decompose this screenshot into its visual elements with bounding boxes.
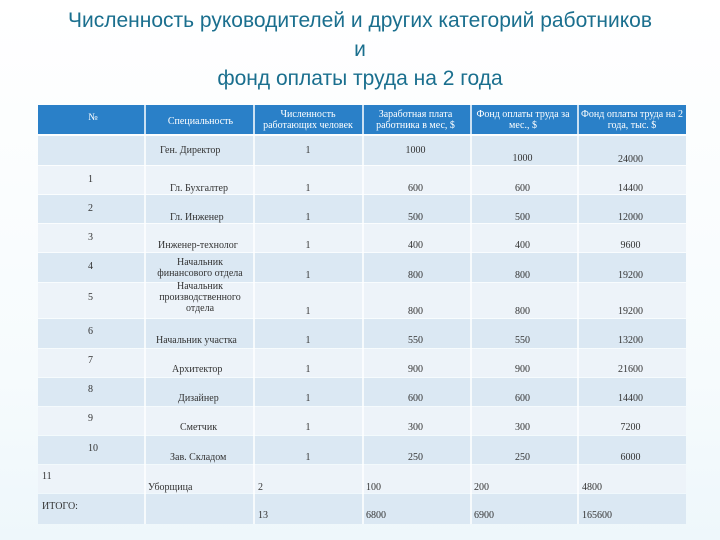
fund-month-cell: 800	[515, 306, 530, 317]
count-cell: 1	[305, 335, 311, 346]
specialty-cell: Начальник производственного отдела	[159, 281, 241, 314]
table-row-band	[38, 349, 686, 377]
fund-2y-cell: 4800	[582, 482, 602, 493]
count-cell: 2	[258, 482, 263, 493]
salary-cell: 600	[408, 183, 423, 194]
staff-table	[38, 105, 686, 540]
fund-2y-cell: 7200	[620, 422, 641, 433]
table-row-band	[38, 224, 686, 252]
table-row-band	[38, 407, 686, 435]
header-num: №	[88, 112, 98, 123]
salary-cell: 600	[408, 393, 423, 404]
fund-month-cell: 900	[515, 364, 530, 375]
fund-2y-cell: 14400	[618, 393, 643, 404]
row-number: 6	[88, 326, 93, 337]
header-fund-month: Фонд оплаты труда за мес., $	[476, 109, 570, 131]
table-row-band	[38, 283, 686, 318]
table-row-band	[38, 136, 686, 165]
count-cell: 1	[305, 145, 311, 156]
table-grid	[38, 105, 686, 540]
table-row-band	[38, 319, 686, 348]
salary-cell: 100	[366, 482, 381, 493]
salary-cell: 550	[408, 335, 423, 346]
salary-cell: 250	[408, 452, 423, 463]
row-number: 3	[88, 232, 93, 243]
fund-month-cell: 200	[474, 482, 489, 493]
fund-2y-cell: 13200	[618, 335, 643, 346]
row-number: 1	[88, 174, 93, 185]
row-number: 4	[88, 261, 93, 272]
count-cell: 1	[305, 212, 311, 223]
row-number: 11	[42, 471, 52, 482]
fund-month-cell: 500	[515, 212, 530, 223]
row-number: 8	[88, 384, 93, 395]
fund-month-cell: 250	[515, 452, 530, 463]
row-number: 2	[88, 203, 93, 214]
specialty-cell: Архитектор	[172, 364, 223, 375]
fund-2y-cell: 12000	[618, 212, 643, 223]
salary-cell: 900	[408, 364, 423, 375]
count-cell: 1	[305, 364, 311, 375]
title-line-2: и	[354, 38, 366, 61]
count-cell: 1	[305, 452, 311, 463]
title-line-1: Численность руководителей и других категорий работников	[67, 9, 653, 32]
fund-month-cell: 300	[515, 422, 530, 433]
specialty-cell: Уборщица	[148, 482, 193, 493]
salary-cell: 800	[408, 270, 423, 281]
fund-2y-cell: 6000	[620, 452, 641, 463]
specialty-cell: Инженер-технолог	[158, 240, 238, 251]
fund-2y-cell: 19200	[618, 306, 643, 317]
count-cell: 1	[305, 240, 311, 251]
specialty-cell: Гл. Бухгалтер	[170, 183, 228, 194]
specialty-cell: Ген. Директор	[160, 145, 221, 156]
fund-2y-cell: 9600	[620, 240, 641, 251]
table-row-band	[38, 378, 686, 406]
table-row-band	[38, 166, 686, 194]
fund-month-cell: 600	[515, 393, 530, 404]
fund-2y-cell: 19200	[618, 270, 643, 281]
count-cell: 1	[305, 270, 311, 281]
salary-cell: 1000	[405, 145, 426, 156]
fund-month-cell: 800	[515, 270, 530, 281]
table-row-band	[38, 195, 686, 223]
row-number: 10	[88, 443, 98, 454]
fund-month-cell: 550	[515, 335, 530, 346]
fund-month-cell: 400	[515, 240, 530, 251]
total-label: ИТОГО:	[42, 501, 78, 512]
salary-cell: 300	[408, 422, 423, 433]
salary-cell: 400	[408, 240, 423, 251]
table-row-band	[38, 436, 686, 464]
header-fund-2y: Фонд оплаты труда на 2 года, тыс. $	[581, 109, 683, 131]
header-specialty: Специальность	[167, 116, 234, 127]
count-cell: 1	[305, 183, 311, 194]
count-cell: 1	[305, 393, 311, 404]
specialty-cell: Сметчик	[180, 422, 218, 433]
total-salary: 6800	[366, 510, 386, 521]
count-cell: 1	[305, 306, 311, 317]
salary-cell: 500	[408, 212, 423, 223]
specialty-cell: Начальник участка	[156, 335, 237, 346]
header-count: Численность работающих человек	[263, 109, 353, 131]
total-count: 13	[258, 510, 268, 521]
fund-month-cell: 1000	[512, 153, 533, 164]
total-fund-2y: 165600	[582, 510, 612, 521]
salary-cell: 800	[408, 306, 423, 317]
count-cell: 1	[305, 422, 311, 433]
row-number: 9	[88, 413, 93, 424]
title-line-3: фонд оплаты труда на 2 года	[217, 67, 503, 90]
fund-2y-cell: 24000	[618, 154, 643, 165]
table-row-band	[38, 253, 686, 282]
row-number: 5	[88, 292, 93, 303]
fund-month-cell: 600	[515, 183, 530, 194]
specialty-cell: Начальник финансового отдела	[157, 257, 243, 279]
fund-2y-cell: 14400	[618, 183, 643, 194]
page-title	[0, 6, 720, 93]
row-number: 7	[88, 355, 93, 366]
fund-2y-cell: 21600	[618, 364, 643, 375]
specialty-cell: Зав. Складом	[170, 452, 227, 463]
specialty-cell: Дизайнер	[178, 393, 219, 404]
header-salary: Заработная плата работника в мес, $	[376, 109, 455, 131]
total-fund-month: 6900	[474, 510, 494, 521]
specialty-cell: Гл. Инженер	[170, 212, 224, 223]
